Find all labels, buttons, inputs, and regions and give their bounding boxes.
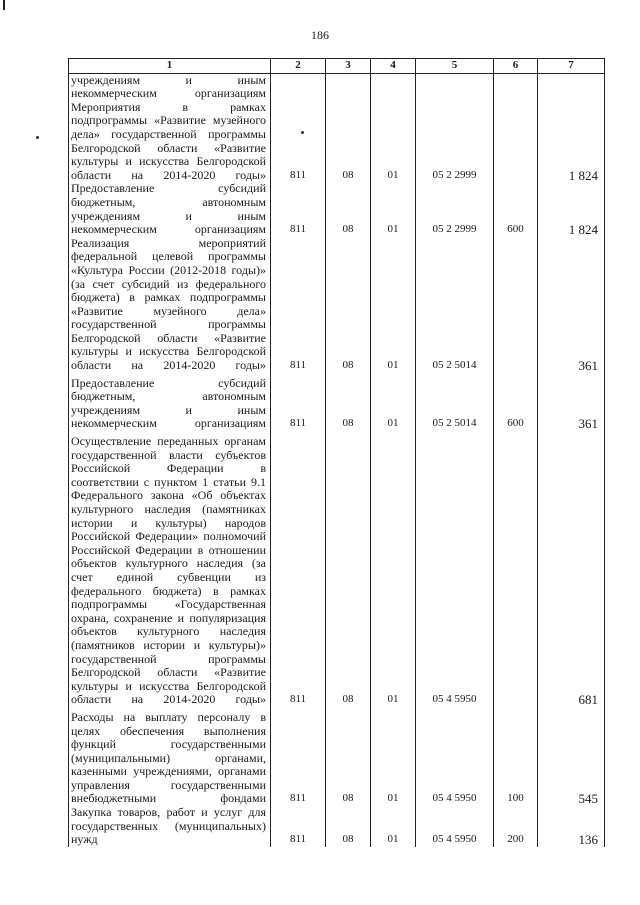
table-row — [69, 707, 605, 806]
cell-subsection: 01 — [371, 237, 416, 373]
cell-target-article: 05 2 5014 — [416, 237, 494, 373]
cell-subsection: 01 — [371, 101, 416, 183]
column-header: 1 — [69, 59, 271, 74]
cell-target-article: 05 2 2999 — [416, 182, 494, 236]
row-description: Осуществление переданных органам государственной власти субъектов Российской Федерации в соответствии с пунктом 1 статьи 9.1 Федерального закона «Об объектах культурного наследия (памятниках истории и культуры) народов Российской Федерации» полномочий Российской Федерации в отношении объектов культурного наследия (за счет единой субвенции из федерального бюджета) в рамках подпрограммы «Государственная охрана, сохранение и популяризация объектов культурного наследия (памятников истории и культуры)» государственной программы Белгородской области «Развитие культуры и искусства Белгородской области на 2014-2020 годы» — [69, 431, 271, 707]
row-description: Расходы на выплату персоналу в целях обеспечения выполнения функций государственными (муниципальными) органами, казенными учреждениями, органами управления государственными внебюджетными фондами — [69, 707, 271, 806]
cell-section: 08 — [326, 101, 371, 183]
column-header: 5 — [416, 59, 494, 74]
cell-ministry: 811 — [271, 182, 326, 236]
cell-section: 08 — [326, 373, 371, 431]
cell-expense-type — [494, 101, 538, 183]
cell-section: 08 — [326, 431, 371, 707]
cell-amount: 361 — [538, 373, 605, 431]
cell-expense-type — [494, 237, 538, 373]
cell-expense-type: 600 — [494, 373, 538, 431]
scan-speck — [36, 136, 39, 139]
column-header: 4 — [371, 59, 416, 74]
row-description: Закупка товаров, работ и услуг для государственных (муниципальных) нужд — [69, 806, 271, 847]
cell-expense-type: 200 — [494, 806, 538, 847]
cell-target-article — [416, 73, 494, 101]
cell-target-article: 05 2 2999 — [416, 101, 494, 183]
table-row — [69, 101, 605, 183]
column-header: 2 — [271, 59, 326, 74]
cell-expense-type: 600 — [494, 182, 538, 236]
cell-ministry: 811 — [271, 101, 326, 183]
cell-amount: 545 — [538, 707, 605, 806]
cell-subsection: 01 — [371, 707, 416, 806]
cell-subsection: 01 — [371, 431, 416, 707]
table-row — [69, 373, 605, 431]
page-number: 186 — [311, 28, 329, 42]
cell-target-article: 05 4 5950 — [416, 707, 494, 806]
cell-ministry: 811 — [271, 707, 326, 806]
cell-amount: 361 — [538, 237, 605, 373]
cell-amount: 681 — [538, 431, 605, 707]
cell-target-article: 05 2 5014 — [416, 373, 494, 431]
cell-subsection: 01 — [371, 373, 416, 431]
cell-section — [326, 73, 371, 101]
row-description: Предоставление субсидий бюджетным, автономным учреждениям и иным некоммерческим организациям — [69, 373, 271, 431]
table-header-row — [69, 59, 605, 74]
cell-target-article: 05 4 5950 — [416, 431, 494, 707]
cell-ministry — [271, 73, 326, 101]
table-row — [69, 182, 605, 236]
budget-table — [68, 58, 605, 847]
column-header: 3 — [326, 59, 371, 74]
table-row — [69, 73, 605, 101]
row-description: Реализация мероприятий федеральной целевой программы «Культура России (2012-2018 годы)» (за счет субсидий из федерального бюджета) в рамках подпрограммы «Развитие музейного дела» государственной программы Белгородской области «Развитие культуры и искусства Белгородской области на 2014-2020 годы» — [69, 237, 271, 373]
row-description: Мероприятия в рамках подпрограммы «Развитие музейного дела» государственной программы Белгородской области «Развитие культуры и искусства Белгородской области на 2014-2020 годы» — [69, 101, 271, 183]
cell-subsection — [371, 73, 416, 101]
cell-target-article: 05 4 5950 — [416, 806, 494, 847]
cell-section: 08 — [326, 182, 371, 236]
cell-ministry: 811 — [271, 237, 326, 373]
cell-ministry: 811 — [271, 806, 326, 847]
cell-expense-type — [494, 73, 538, 101]
cell-ministry: 811 — [271, 373, 326, 431]
cell-amount — [538, 73, 605, 101]
column-header: 7 — [538, 59, 605, 74]
row-description: Предоставление субсидий бюджетным, автономным учреждениям и иным некоммерческим организациям — [69, 182, 271, 236]
table-row — [69, 237, 605, 373]
cell-amount: 136 — [538, 806, 605, 847]
cell-subsection: 01 — [371, 182, 416, 236]
cell-ministry: 811 — [271, 431, 326, 707]
row-description: учреждениям и иным некоммерческим организациям — [69, 73, 271, 101]
cell-section: 08 — [326, 806, 371, 847]
cell-amount: 1 824 — [538, 101, 605, 183]
cell-section: 08 — [326, 237, 371, 373]
cell-subsection: 01 — [371, 806, 416, 847]
table-row — [69, 431, 605, 707]
table-row — [69, 806, 605, 847]
cell-expense-type — [494, 431, 538, 707]
column-header: 6 — [494, 59, 538, 74]
cell-amount: 1 824 — [538, 182, 605, 236]
cell-section: 08 — [326, 707, 371, 806]
cell-expense-type: 100 — [494, 707, 538, 806]
scan-edge-mark — [3, 0, 5, 10]
